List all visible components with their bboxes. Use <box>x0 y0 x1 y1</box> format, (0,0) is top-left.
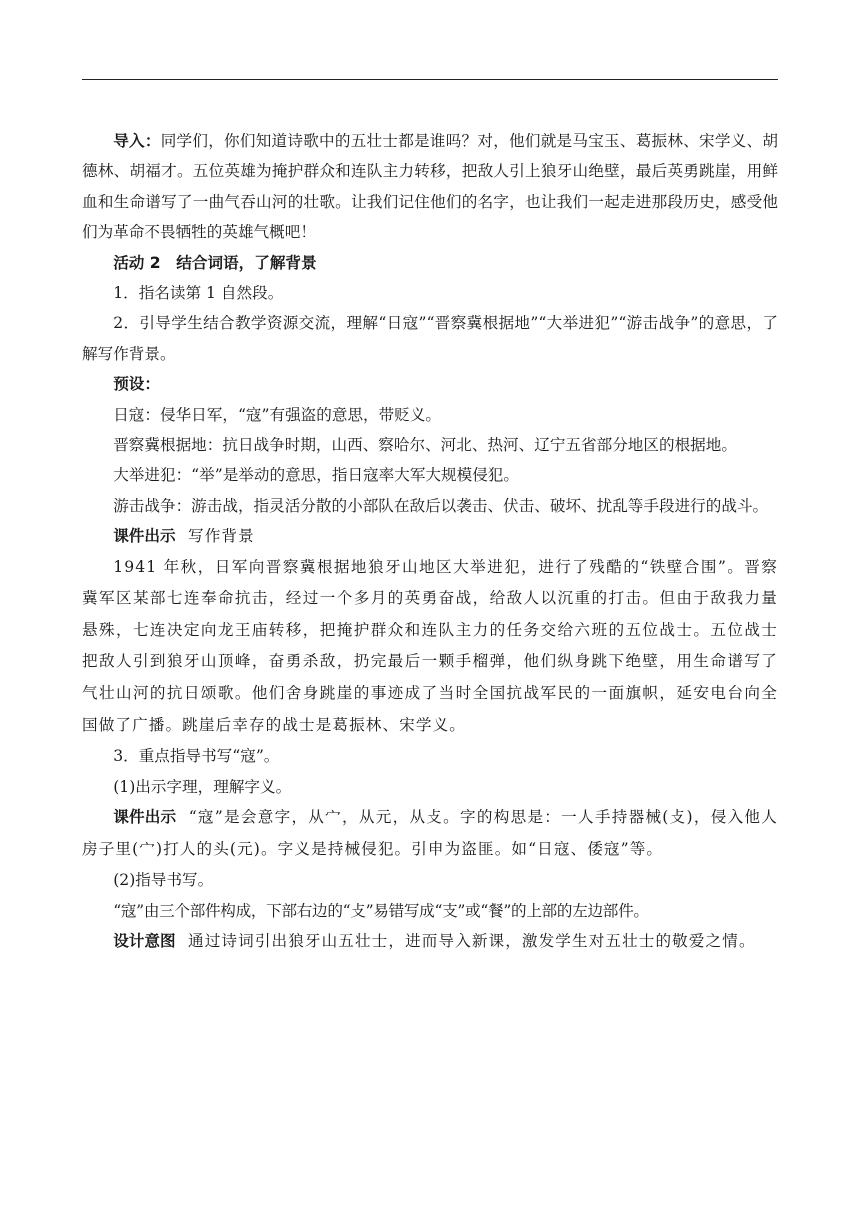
courseware-label: 课件出示 <box>113 527 176 546</box>
step-1: 1．指名读第 1 自然段。 <box>113 284 284 303</box>
writing-note: “寇”由三个部件构成，下部右边的“攴”易错写成“支”或“餐”的上部的左边部件。 <box>113 901 649 920</box>
preset-label: 预设： <box>113 375 160 394</box>
courseware-2-paragraph <box>82 802 778 865</box>
preset-heading <box>82 369 778 399</box>
design-paragraph <box>82 926 778 956</box>
activity-title: 结合词语，了解背景 <box>176 253 317 272</box>
activity-heading <box>82 248 778 278</box>
substep-1: (1)出示字理，理解字义。 <box>113 777 292 796</box>
intro-label: 导入： <box>113 132 161 150</box>
courseware-2-label: 课件出示 <box>113 808 177 827</box>
intro-paragraph <box>82 126 778 248</box>
intro-text: 同学们，你们知道诗歌中的五壮士都是谁吗？对，他们就是马宝玉、葛振林、宋学义、胡德林、胡福才。五位英雄为掩护群众和连队主力转移，把敌人引上狼牙山绝壁，最后英勇跳崖，用鲜血和生命谱写了一曲气吞山河的壮歌。让我们记住他们的名字，也让我们一起走进那段历史，感受他们为革命不畏牺牲的英雄气概吧！ <box>82 132 778 242</box>
courseware-heading <box>82 521 778 551</box>
header-rule <box>82 79 778 80</box>
document-body <box>82 126 778 956</box>
courseware-title: 写作背景 <box>188 527 255 546</box>
courseware-2-text: “寇”是会意字，从宀，从元，从攴。字的构思是：一人手持器械(攴)，侵入他人房子里(宀)打人的头(元)。字义是持械侵犯。引申为盗匪。如“日寇、倭寇”等。 <box>82 808 778 858</box>
activity-label: 活动 2 <box>113 253 161 272</box>
preset-item: 晋察冀根据地：抗日战争时期，山西、察哈尔、河北、热河、辽宁五省部分地区的根据地。 <box>113 436 737 455</box>
preset-item: 游击战争：游击战，指灵活分散的小部队在敌后以袭击、伏击、破坏、扰乱等手段进行的战斗。 <box>113 496 769 515</box>
design-label: 设计意图 <box>113 932 176 951</box>
preset-item: 大举进犯：“举”是举动的意思，指日寇率大军大规模侵犯。 <box>113 466 519 485</box>
preset-item: 日寇：侵华日军，“寇”有强盗的意思，带贬义。 <box>113 405 442 424</box>
background-text: 1941 年秋，日军向晋察冀根据地狼牙山地区大举进犯，进行了残酷的“铁壁合围”。晋察冀军区某部七连奉命抗击，经过一个多月的英勇奋战，给敌人以沉重的打击。但由于敌我力量悬殊，七连决定向龙王庙转移，把掩护群众和连队主力的任务交给六班的五位战士。五位战士把敌人引到狼牙山顶峰，奋勇杀敌，扔完最后一颗手榴弹，他们纵身跳下绝壁，用生命谱写了气壮山河的抗日颂歌。他们舍身跳崖的事迹成了当时全国抗战军民的一面旗帜，延安电台向全国做了广播。跳崖后幸存的战士是葛振林、宋学义。 <box>82 557 778 734</box>
design-text: 通过诗词引出狼牙山五壮士，进而导入新课，激发学生对五壮士的敬爱之情。 <box>188 932 756 951</box>
substep-2: (2)指导书写。 <box>113 871 214 890</box>
step-3: 3．重点指导书写“寇”。 <box>113 747 280 766</box>
step-2: 2．引导学生结合教学资源交流，理解“日寇”“晋察冀根据地”“大举进犯”“游击战争”的意思，了解写作背景。 <box>82 314 778 363</box>
character-block <box>82 802 778 865</box>
background-block <box>82 552 778 742</box>
